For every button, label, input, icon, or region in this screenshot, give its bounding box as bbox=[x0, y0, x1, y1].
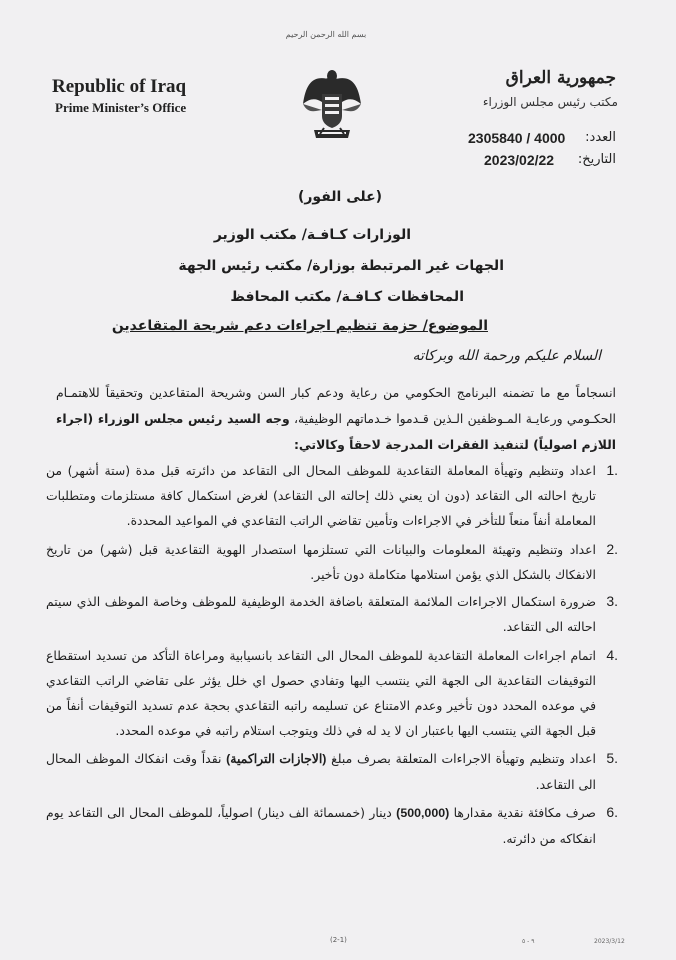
item-number: .2 bbox=[606, 541, 618, 557]
greeting: السلام عليكم ورحمة الله وبركاته bbox=[412, 348, 601, 364]
item-text: اعداد وتنظيم وتهيأة المعاملة التقاعدية للموظف المحال الى التقاعد من دائرته قبل مدة (ستة أشهر) من تاريخ احالته الى التقاعد (دون ان يعني ذلك إحالته الى التقاعد) لغرض استكمال كافة مستلزمات ومتطلبات المعاملة أنفاً منعاً للتأخر في الاجراءات وتأمين تقاضي الراتب التقاعدي في المواعيد المحددة. bbox=[46, 463, 596, 528]
item-amount: (500,000) bbox=[396, 806, 450, 820]
list-item bbox=[46, 458, 618, 533]
reference-label: العدد: bbox=[585, 130, 616, 145]
item-text: نقداً وقت انفكاك الموظف المحال الى التقاعد. bbox=[46, 751, 596, 792]
addressee-agencies: الجهات غير المرتبطة بوزارة/ مكتب رئيس الجهة bbox=[178, 258, 504, 274]
item-text: اتمام اجراءات المعاملة التقاعدية للموظف المحال الى التقاعد بانسيابية ومراعاة التأكد من تسديد استقطاع التوقيفات التقاعدية الى الجهة التي ينتسب اليها وتفادي حصول اي خلل يؤثر على تقاضي الراتب التقاعدي في موعده المحدد دون تأخير وعدم الامتناع عن تسليمه راتبه التقاعدي بحجة عدم تسديد التوقيفات أنفاً من قبل الجهة التي ينتسب اليها باعتبار ان لا يد له في ذلك ويتوجب استلام راتبه في موعده المحدد. bbox=[46, 648, 596, 738]
item-number: .4 bbox=[606, 647, 618, 663]
letter-date: 2023/02/22 bbox=[484, 152, 555, 168]
item-number: .1 bbox=[606, 462, 618, 478]
letter-subject: الموضوع/ حزمة تنظيم اجراءات دعم شريحة المتقاعدين bbox=[111, 318, 488, 334]
item-text: دينار (خمسمائة الف دينار) اصولياً، للموظف المحال الى التقاعد يوم انفكاكه من دائرته. bbox=[46, 805, 596, 846]
item-text: اعداد وتنظيم وتهيأة الاجراءات المتعلقة بصرف مبلغ bbox=[331, 751, 596, 766]
item-text: ضرورة استكمال الاجراءات الملائمة المتعلقة باضافة الخدمة الوظيفية للموظف وخاصة الموظف الذي سيتم احالته الى التقاعد. bbox=[46, 594, 596, 634]
urgent-note: (على الفور) bbox=[297, 189, 383, 205]
intro-paragraph bbox=[56, 380, 616, 458]
office-ar: مكتب رئيس مجلس الوزراء bbox=[482, 95, 618, 109]
intro-directive: وجه السيد رئيس مجلس الوزراء (اجراء اللازم اصولياً) لتنفيذ الفقرات المدرجة لاحقاً وكالاتي: bbox=[56, 411, 616, 452]
republic-ar: جمهورية العراق bbox=[505, 68, 616, 88]
item-number: .5 bbox=[606, 750, 618, 766]
list-item bbox=[46, 800, 618, 851]
list-item bbox=[46, 746, 618, 797]
date-label: التاريخ: bbox=[577, 152, 616, 167]
page-number: (2-1) bbox=[330, 936, 347, 944]
directive-list bbox=[46, 458, 618, 851]
item-number: .6 bbox=[606, 804, 618, 820]
list-item bbox=[46, 537, 618, 587]
list-item bbox=[46, 643, 618, 743]
basmala: بسم الله الرحمن الرحيم bbox=[285, 30, 367, 39]
item-text: اعداد وتنظيم وتهيئة المعلومات والبيانات التي تستلزمها استصدار الهوية التقاعدية قبل (شهر) من تاريخ الانفكاك بالشكل الذي يؤمن استلامها متكاملة دون تأخير. bbox=[46, 542, 596, 582]
item-number: .3 bbox=[606, 593, 618, 609]
footer-date: 2023/3/12 bbox=[594, 938, 625, 945]
item-highlight: (الاجازات التراكمية) bbox=[226, 752, 327, 766]
addressee-ministries: الوزارات كـافـة/ مكتب الوزير bbox=[213, 227, 411, 243]
intro-text: انسجاماً مع ما تضمنه البرنامج الحكومي من رعاية ودعم كبار السن وشريحة المتقاعدين وتحقيقاً للاهتمـام الحكـومي ورعايـة المـوظفين الـذين قـدموا خـدماتهم الوظيفية، bbox=[56, 385, 616, 426]
addressee-governorates: المحافظات كـافـة/ مكتب المحافظ bbox=[230, 289, 464, 305]
eagle-emblem-icon bbox=[300, 64, 364, 144]
item-text: صرف مكافئة نقدية مقدارها bbox=[453, 805, 596, 820]
list-item bbox=[46, 589, 618, 639]
footer-mark: ٩ - ٥ bbox=[522, 938, 535, 945]
office-en: Prime Minister’s Office bbox=[55, 100, 187, 115]
republic-en: Republic of Iraq bbox=[52, 76, 187, 97]
reference-number: 2305840 / 4000 bbox=[468, 130, 566, 146]
